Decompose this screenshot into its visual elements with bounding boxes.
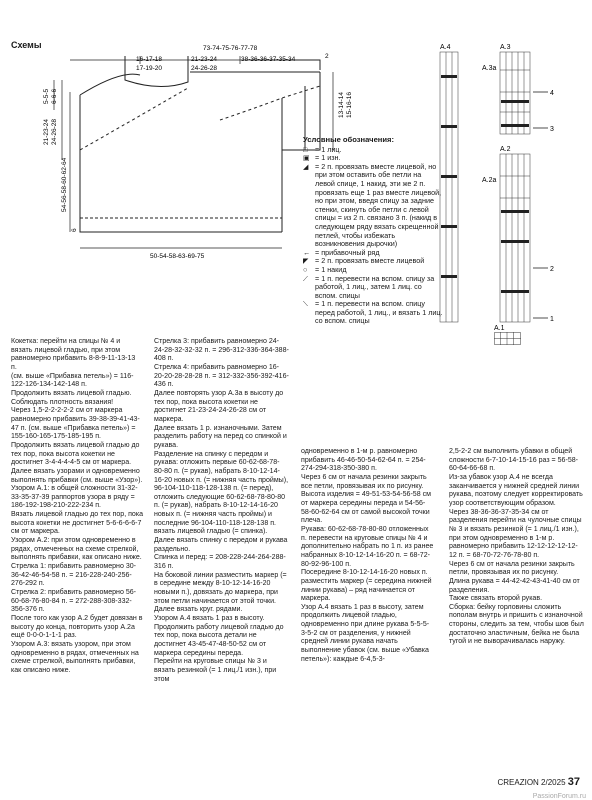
page-title: Схемы [11, 40, 42, 50]
chart-a2-label: A.2 [500, 146, 511, 153]
chart-arrow-2: 2 [550, 266, 554, 273]
issue-label: CREAZION 2/2025 [497, 778, 566, 787]
legend-item: ◢ = 2 п. провязать вместе лицевой, но при этом оставить обе петли на левой спице, 1 накид, эти же 2 п. провязать еще 1 раз вместе лицевой, но при этом, введя спицу за задние стенки, скинуть обе петли с левой спицы = из 2 п. связано 3 п. (накид в следующем ряду вязать скрещенной петлей, чтобы избежать возникновения дырочки) [303, 161, 442, 249]
chart-a3-label: A.3 [500, 44, 511, 51]
chart-a1-grid [494, 332, 522, 346]
measure-sleeve-a: 13-14-14 [338, 91, 345, 118]
k2tog-icon: ◤ [303, 256, 309, 266]
measure-yoke-a: 5-5-5 [43, 88, 50, 104]
chart-arrow-3: 3 [550, 126, 554, 133]
cross-left-icon: ⟍ [303, 299, 309, 309]
measure-rib: 6 [71, 228, 78, 232]
legend-item: □ = 1 лиц. [303, 144, 342, 154]
page-number: 37 [567, 776, 580, 788]
legend-title: Условные обозначения: [303, 135, 395, 144]
measure-small-2: 2 [325, 53, 329, 60]
measure-top-total: 73-74-75-76-77-78 [203, 45, 258, 52]
purl-icon: ▣ [303, 153, 310, 163]
measure-yoke-d: 24-26-28 [51, 118, 58, 145]
measure-body-length: 54-56-58-60-62-64 [61, 157, 68, 212]
measure-neck-left-a: 16-17-18 [136, 56, 163, 63]
text-column-3: одновременно в 1-м р. равномерно прибавить 46-46-50-54-62-64 п. = 254-274-294-318-350-380 п. Через 6 см от начала резинки закрыть все петли, провязывая их по рисунку. Высота изделия = 49-51-53-54-56-58 см от маркера середины переда и 54-56-58-60-62-64 см от самой высокой точки плеча. Рукава: 60-62-68-78-80-80 отложенных п. перевести на круговые спицы № 4 и дополнительно набрать по 1 п. из ранее набранных 8-10-12-14-16-20 п. = 68-72-80-92-96-100 п. Посередине 8-10-12-14-16-20 новых п. разместить маркер (= середина нижней линии рукава) – ряд начинается от маркера. Узор А.4 вязать 1 раз в высоту, затем продолжить лицевой гладью, одновременно при длине рукава 5-5-5-3-5-2 см от разделения, у нижней средней линии рукава начать выполнение убавок (см. выше «Убавка петель»): каждые 6-4,5-3- [301, 448, 434, 663]
yarn-over-icon: ○ [303, 264, 308, 274]
chart-a3a-label: A.3a [482, 65, 497, 72]
footer [497, 776, 580, 788]
cross-right-icon: ⟋ [303, 273, 309, 283]
chart-a2a-label: A.2a [482, 177, 497, 184]
watermark: PassionForum.ru [532, 793, 586, 800]
garment-schematic [0, 0, 592, 330]
measure-yoke-c: 21-23-24 [43, 118, 50, 145]
chart-a4-label: A.4 [440, 44, 451, 51]
arrow-left-icon: ← [303, 247, 311, 257]
measure-neck-left-b: 17-19-20 [136, 65, 163, 72]
chart-a1-label: A.1 [494, 325, 505, 330]
measure-neck-mid-a: 21-23-24 [191, 56, 218, 63]
legend-item: ← = прибавочный ряд [303, 247, 380, 257]
legend-item: ⟋ = 1 п. перевести на вспом. спицу за работой, 1 лиц., затем 1 лиц. со вспом. спицы [303, 273, 435, 300]
text-column-2: Стрелка 3: прибавить равномерно 24-24-28-32-32-32 п. = 296-312-336-364-388-408 п. Стрелка 4: прибавить равномерно 16-20-20-28-28-28 п. = 312-332-356-392-416-436 п. Далее повторять узор А.3а в высоту до тех пор, пока высота кокетки не достигнет 21-23-24-24-26-28 см от маркера. Далее вязать 1 р. изнаночными. Затем разделить работу на перед со спинкой и рукава. Разделение на спинку с передом и рукава: отложить первые 60-62-68-78-80-80 п. (= рукав), набрать 8-10-12-14-16-20 новых п. (= нижняя часть проймы), 96-104-110-118-128-138 п. (= перед), отложить следующие 60-62-68-78-80-80 п. (= рукав), набрать 8-10-12-14-16-20 новых п. (= нижняя часть проймы) и последние 96-104-110-118-128-138 п. вязать лицевой гладью (= спинка). Далее вязать спинку с передом и рукава раздельно. Спинка и перед: = 208-228-244-264-288-316 п. На боковой линии разместить маркер (= в середине между 8-10-12-14-16-20 новыми п.), довязать до маркера, при этом петли начинается от этой точки. Далее вязать круг. рядами. Узором А.4 вязать 1 раз в высоту. Продолжить работу лицевой гладью до тех пор, пока высота детали не достигнет 43-45-47-48-50-52 см от маркера середины переда. Перейти на круговые спицы № 3 и вязать резинкой (= 1 лиц./1 изн.), при этом [154, 338, 289, 683]
legend [303, 136, 443, 326]
measure-sleeve-b: 15-16-16 [346, 91, 353, 118]
text-column-4: 2,5-2-2 см выполнить убавки в общей сложности 6-7-10-14-15-16 раз = 56-58-60-64-66-68 п. Из-за убавок узор А.4 не всегда заканчивается у нижней средней линии рукава, поэтому следует корректировать узор соответствующим образом. Через 38-36-36-37-35-34 см от разделения перейти на чулочные спицы № 3 и вязать резинкой (= 1 лиц./1 изн.), при этом одновременно в 1-м р. равномерно прибавить 12-12-12-12-12-12 п. = 68-70-72-76-78-80 п. Через 6 см от начала резинки закрыть петли, провязывая их по рисунку. Длина рукава = 44-42-42-43-41-40 см от разделения. Также связать второй рукав. Сборка: бейку горловины сложить пополам внутрь и пришить с изнаночной стороны, следить за тем, чтобы шов был достаточно эластичным, бейка не была тугой и не выворачивалась наружу. [449, 448, 584, 646]
chart-arrow-4: 4 [550, 90, 554, 97]
legend-item: ▣ = 1 изн. [303, 153, 341, 163]
increase-3-icon: ◢ [303, 161, 309, 171]
legend-item: ○ = 1 накид [303, 264, 347, 274]
knit-icon: □ [303, 144, 308, 154]
chart-arrow-1: 1 [550, 316, 554, 323]
measure-yoke-b: 6-6-6 [51, 88, 58, 104]
legend-item: ◤ = 2 п. провязать вместе лицевой [303, 256, 425, 266]
legend-item: ⟍ = 1 п. перевести на вспом. спицу перед работой, 1 лиц., и вязать 1 лиц. со вспом. спицы [303, 299, 443, 326]
measure-neck-mid-b: 24-26-28 [191, 65, 218, 72]
measure-bottom: 50-54-58-63-69-75 [150, 253, 205, 260]
text-column-1: Кокетка: перейти на спицы № 4 и вязать лицевой гладью, при этом равномерно прибавить 8-8-9-11-13-13 п. (см. выше «Прибавка петель») = 116-122-126-134-142-148 п. Продолжить вязать лицевой гладью. Соблюдать плотность вязания! Через 1,5-2-2-2-2-2 см от маркера равномерно прибавить 39-38-39-41-43-47 п. (см. выше «Прибавка петель») = 155-160-165-175-185-195 п. Продолжить вязать лицевой гладью до тех пор, пока высота кокетки не достигнет 3-4-4-4-4-5 см от маркера. Далее вязать узорами и одновременно выполнять прибавки (см. выше «Узор»). Узором А.1: в общей сложности 31-32-33-35-37-39 раппортов узора в ряду = 186-192-198-210-222-234 п. Вязать лицевой гладью до тех пор, пока высота кокетки не достигнет 5-6-6-6-6-7 см от маркера. Узором А.2: при этом одновременно в рядах, отмеченных на схеме стрелкой, выполнять прибавки, как описано ниже. Стрелка 1: прибавить равномерно 30-36-42-46-54-58 п. = 216-228-240-256-276-292 п. Стрелка 2: прибавить равномерно 56-60-68-76-80-84 п. = 272-288-308-332-356-376 п. После того как узор А.2 будет довязан в высоту до конца, повторить узор А.2а ещё 0-0-0-1-1-1 раз. Узором А.3: вязать узором, при этом одновременно в рядах, отмеченных на схеме стрелкой, выполнять прибавки, как описано ниже. [11, 338, 144, 674]
measure-shoulder: 38-36-36-37-35-34 [241, 56, 296, 63]
